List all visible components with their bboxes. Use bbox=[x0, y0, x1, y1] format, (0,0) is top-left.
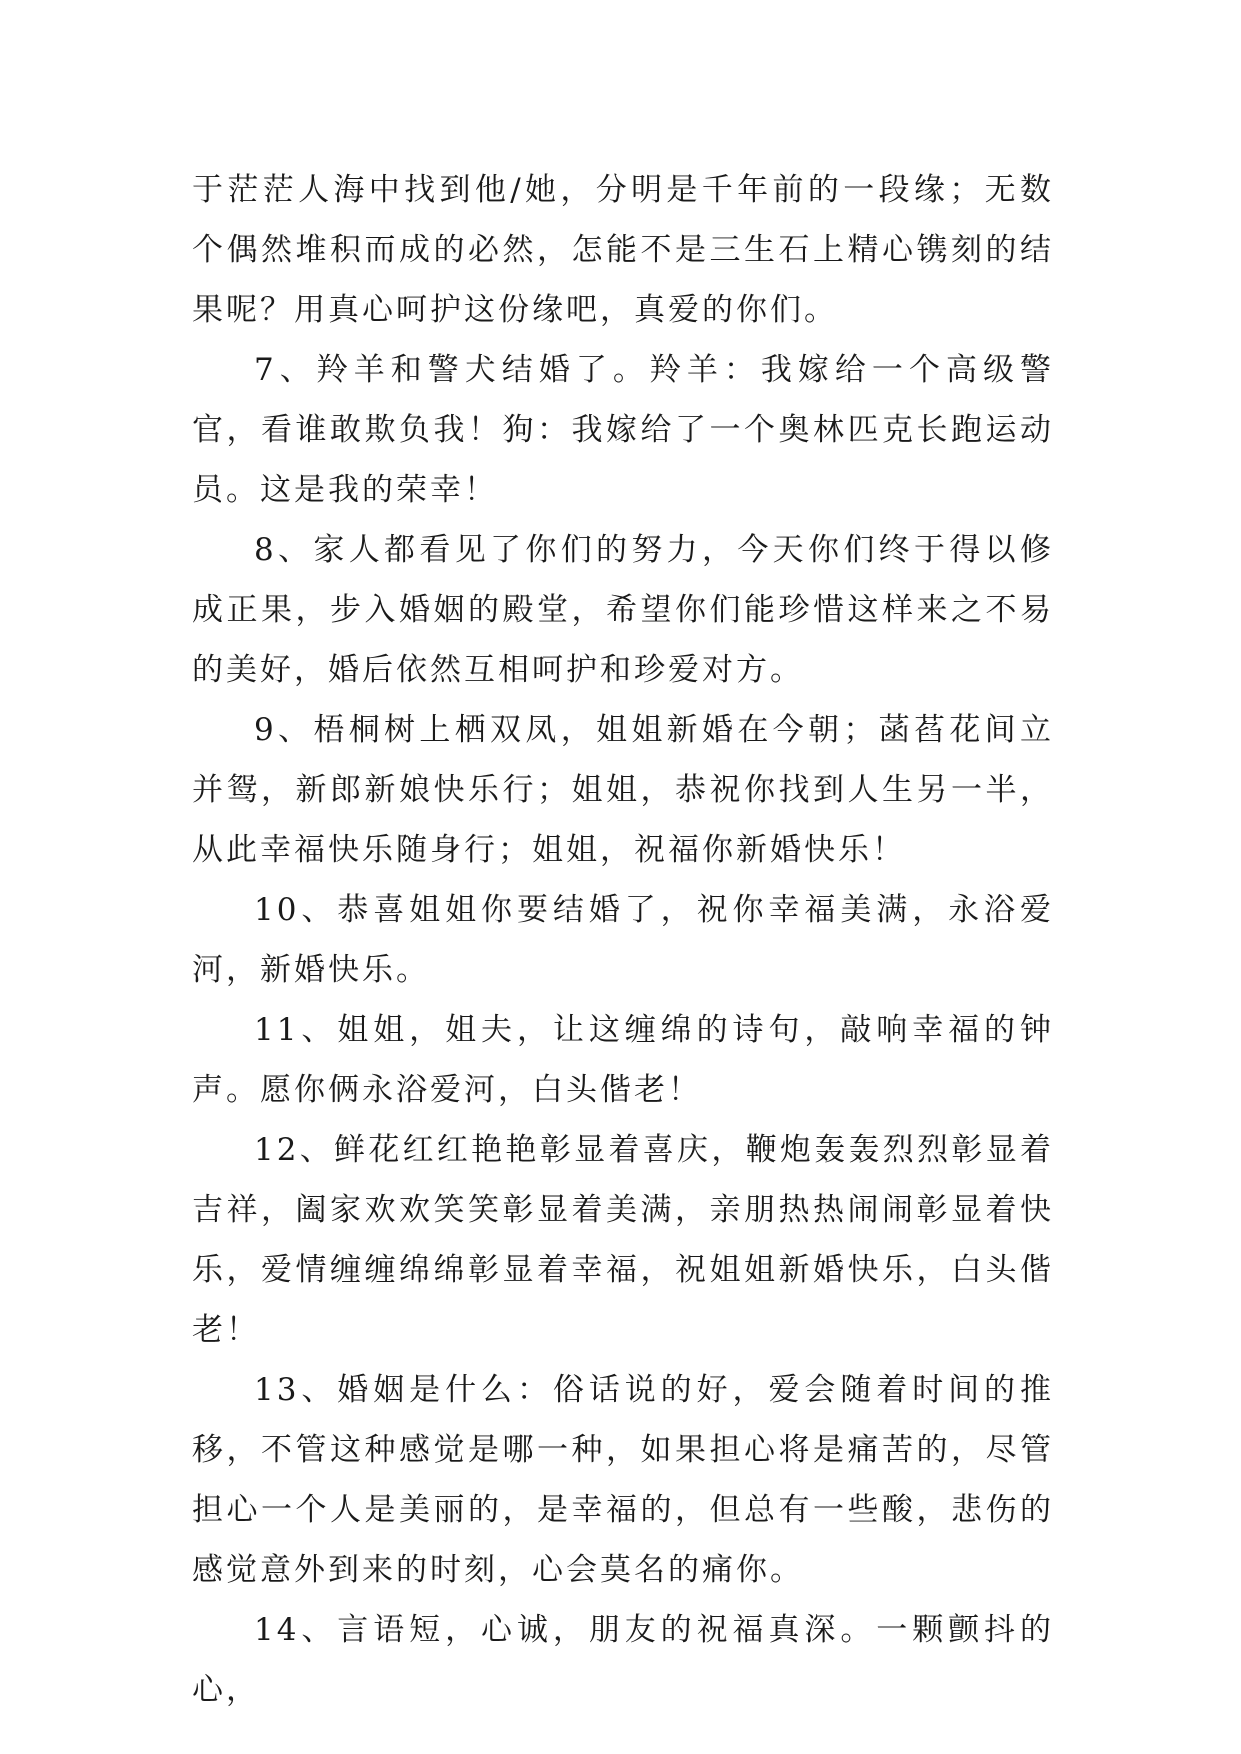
paragraph: 9、梧桐树上栖双凤，姐姐新婚在今朝；菡萏花间立并鸳，新郎新娘快乐行；姐姐，恭祝你找到人生另一半，从此幸福快乐随身行；姐姐，祝福你新婚快乐！ bbox=[192, 712, 1054, 868]
paragraph: 11、姐姐，姐夫，让这缠绵的诗句，敲响幸福的钟声。愿你俩永浴爱河，白头偕老！ bbox=[192, 1012, 1054, 1108]
paragraph: 7、羚羊和警犬结婚了。羚羊：我嫁给一个高级警官，看谁敢欺负我！狗：我嫁给了一个奥林匹克长跑运动员。这是我的荣幸！ bbox=[192, 352, 1054, 508]
paragraph: 13、婚姻是什么：俗话说的好，爱会随着时间的推移，不管这种感觉是哪一种，如果担心将是痛苦的，尽管担心一个人是美丽的，是幸福的，但总有一些酸，悲伤的感觉意外到来的时刻，心会莫名的痛你。 bbox=[192, 1372, 1054, 1588]
paragraph: 8、家人都看见了你们的努力，今天你们终于得以修成正果，步入婚姻的殿堂，希望你们能珍惜这样来之不易的美好，婚后依然互相呵护和珍爱对方。 bbox=[192, 532, 1054, 688]
document-body bbox=[192, 160, 1054, 1720]
paragraph: 10、恭喜姐姐你要结婚了，祝你幸福美满，永浴爱河，新婚快乐。 bbox=[192, 892, 1054, 988]
paragraph: 12、鲜花红红艳艳彰显着喜庆，鞭炮轰轰烈烈彰显着吉祥，阖家欢欢笑笑彰显着美满，亲朋热热闹闹彰显着快乐，爱情缠缠绵绵彰显着幸福，祝姐姐新婚快乐，白头偕老！ bbox=[192, 1132, 1054, 1348]
paragraph: 14、言语短，心诚，朋友的祝福真深。一颗颤抖的心， bbox=[192, 1612, 1054, 1708]
paragraph: 于茫茫人海中找到他/她，分明是千年前的一段缘；无数个偶然堆积而成的必然，怎能不是三生石上精心镌刻的结果呢？用真心呵护这份缘吧，真爱的你们。 bbox=[192, 172, 1054, 328]
